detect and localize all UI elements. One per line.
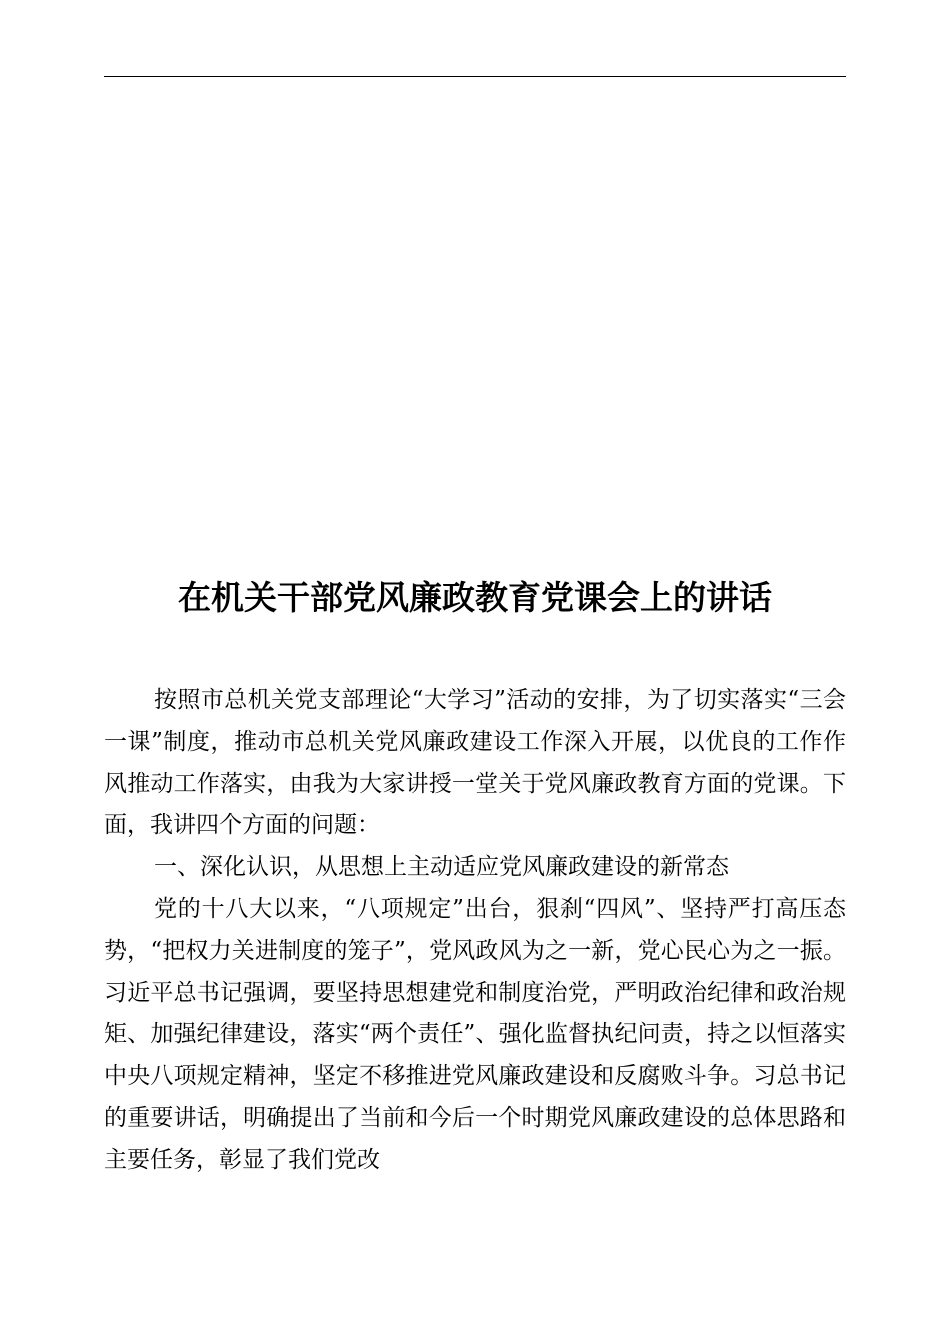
- document-body: [104, 680, 846, 1182]
- header-rule: [104, 76, 846, 77]
- section-heading: 一、深化认识，从思想上主动适应党风廉政建设的新常态: [154, 854, 729, 881]
- body-paragraph: 党的十八大以来，“八项规定”出台，狠刹“四风”、坚持严打高压态势，“把权力关进制度的笼子”，党风政风为之一新，党心民心为之一振。习近平总书记强调，要坚持思想建党和制度治党，严明政治纪律和政治规矩、加强纪律建设，落实“两个责任”、强化监督执纪问责，持之以恒落实中央八项规定精神，坚定不移推进党风廉政建设和反腐败斗争。习总书记的重要讲话，明确提出了当前和今后一个时期党风廉政建设的总体思路和主要任务，彰显了我们党改: [104, 895, 846, 1173]
- intro-paragraph: 按照市总机关党支部理论“大学习”活动的安排，为了切实落实“三会一课”制度，推动市总机关党风廉政建设工作深入开展，以优良的工作作风推动工作落实，由我为大家讲授一堂关于党风廉政教育方面的党课。下面，我讲四个方面的问题：: [104, 687, 846, 839]
- document-title: 在机关干部党风廉政教育党课会上的讲话: [178, 578, 772, 617]
